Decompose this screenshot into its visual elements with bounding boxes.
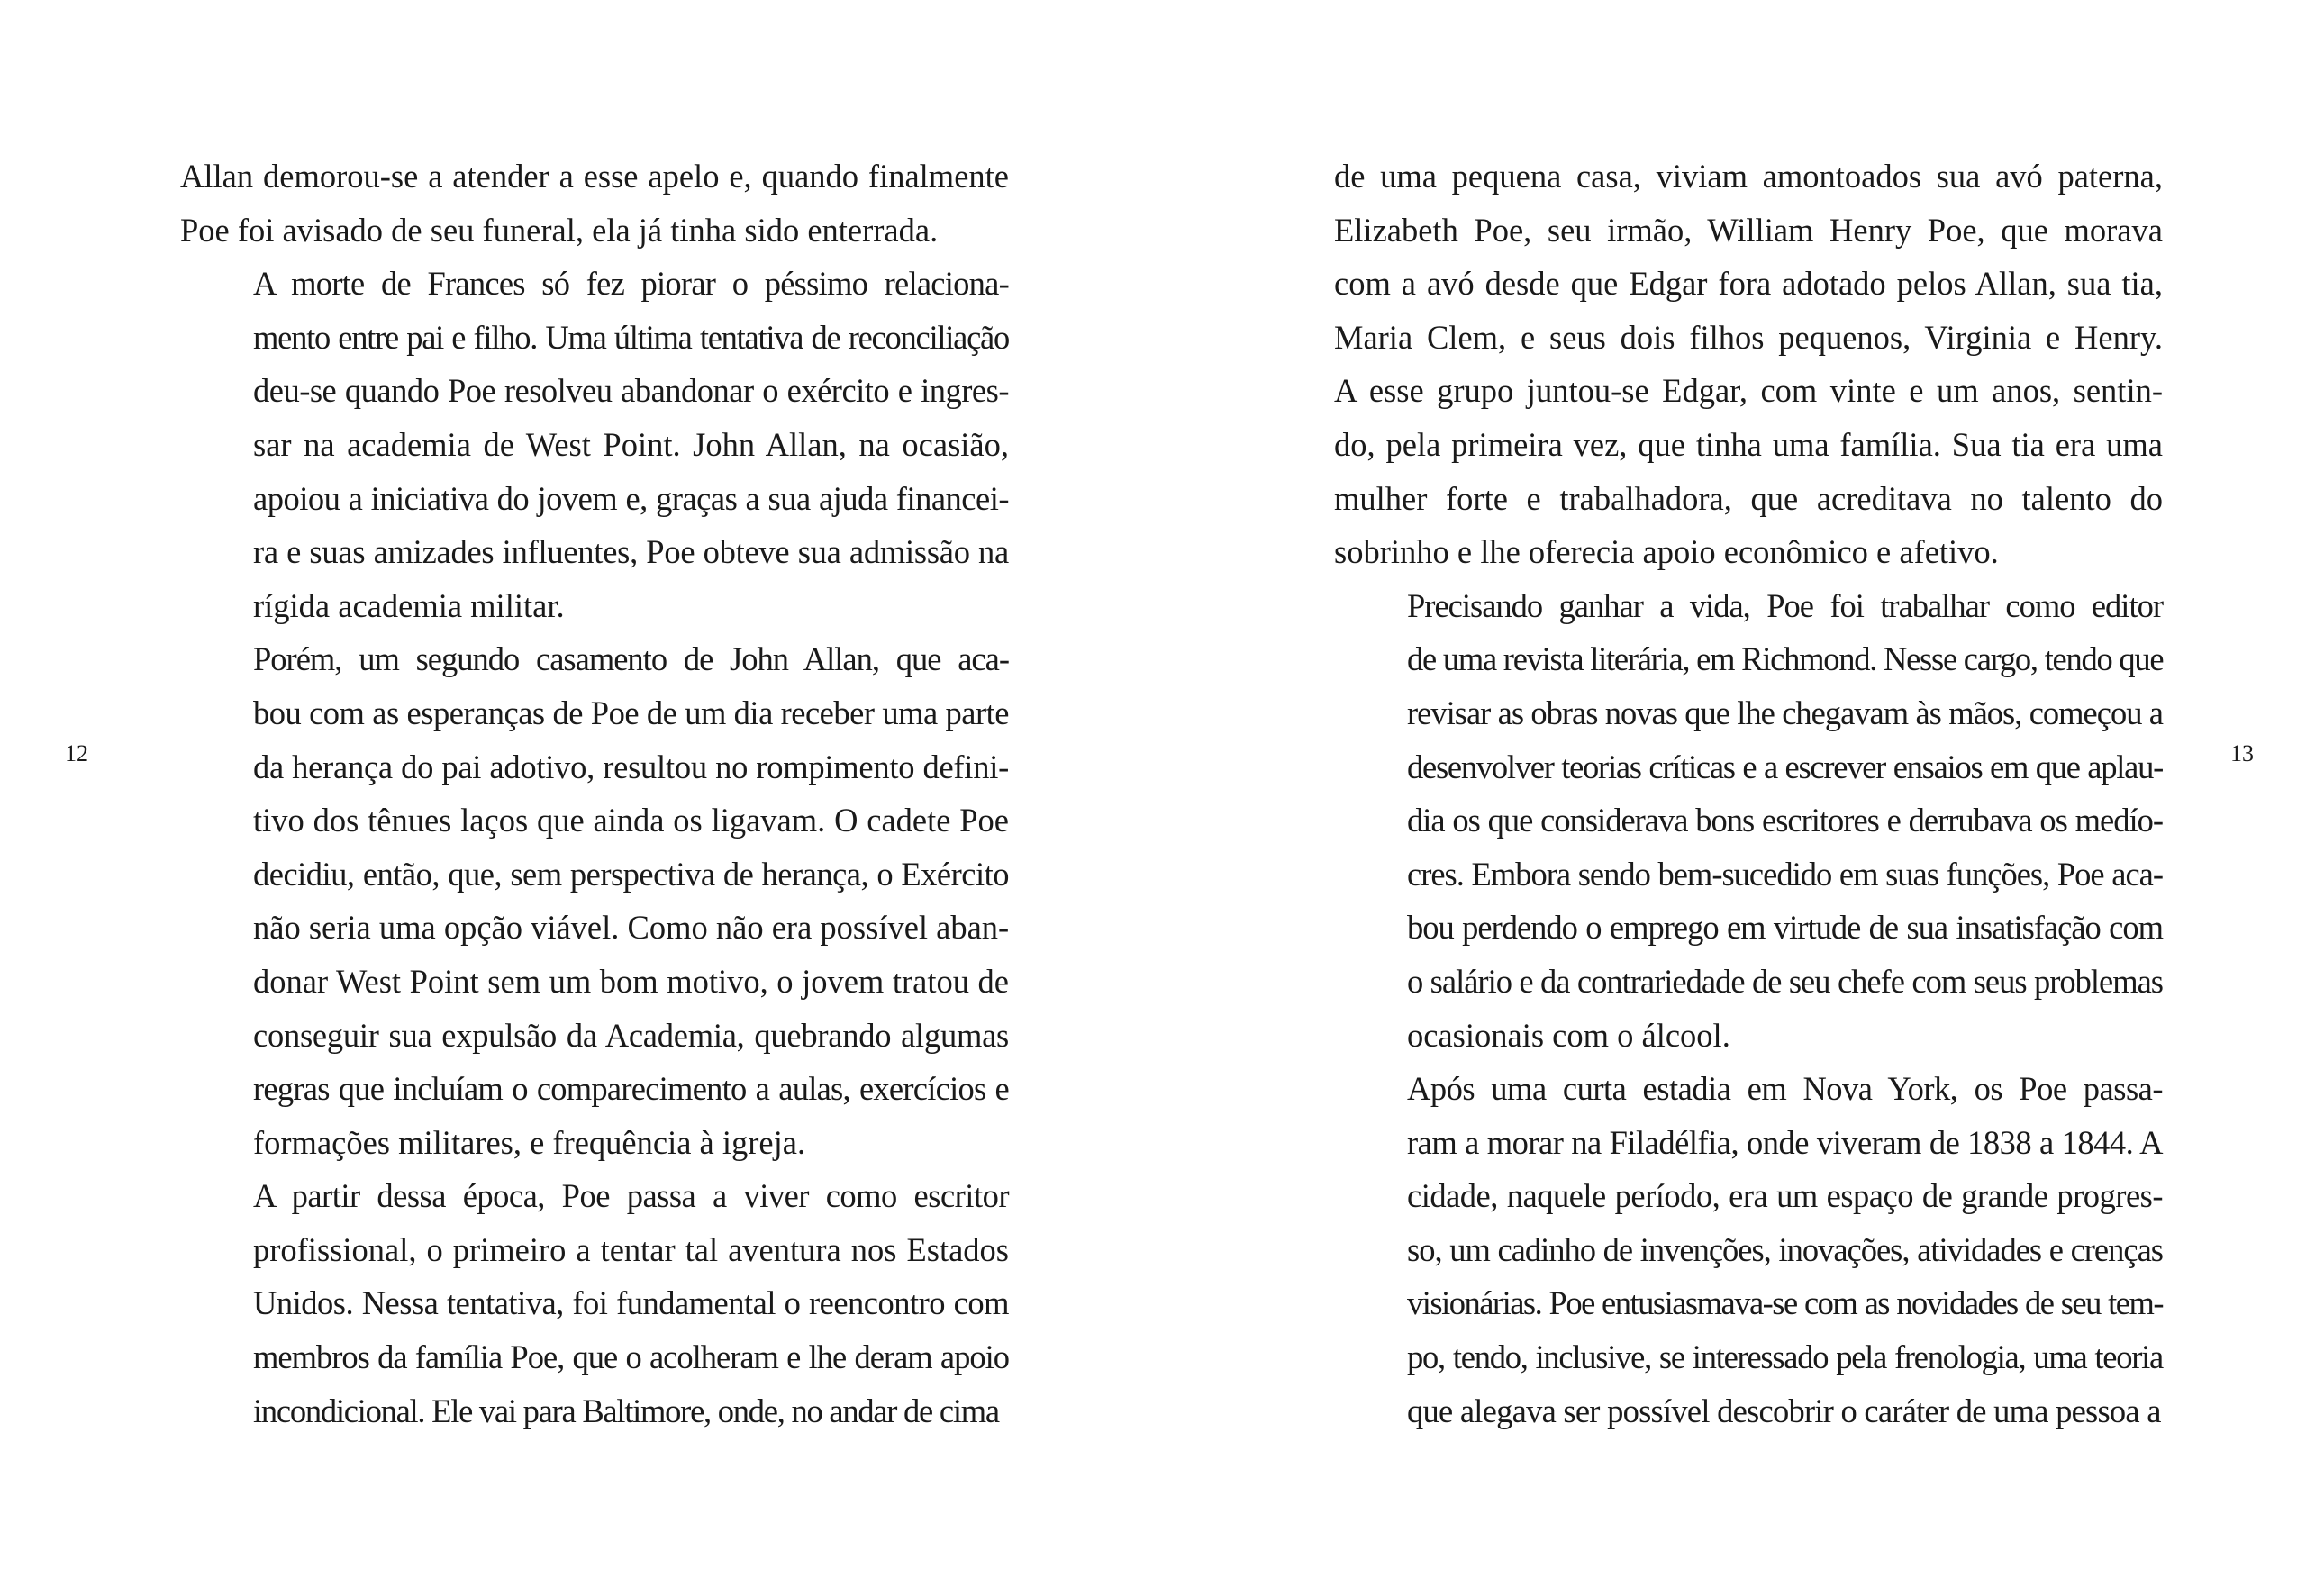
- right-page-text: [1334, 150, 2163, 1437]
- text-line: Elizabeth Poe, seu irmão, William Henry Poe, que morava: [1334, 211, 2163, 249]
- left-page-number: 12: [65, 740, 88, 766]
- paragraph: [180, 1169, 1009, 1437]
- text-line: cidade, naquele período, era um espaço de grande progres-: [1407, 1177, 2163, 1215]
- text-line: deu-se quando Poe resolveu abandonar o exército e ingres-: [253, 372, 1009, 410]
- text-line: A partir dessa época, Poe passa a viver como escritor: [253, 1177, 1009, 1215]
- paragraph: [180, 632, 1009, 1169]
- text-line: bou perdendo o emprego em virtude de sua insatisfação com: [1407, 909, 2163, 947]
- text-line: rígida academia militar.: [253, 586, 565, 624]
- text-line: mento entre pai e filho. Uma última tentativa de reconciliação: [253, 318, 1009, 356]
- text-line: A esse grupo juntou-se Edgar, com vinte e um anos, sentin-: [1334, 372, 2163, 410]
- text-line: da herança do pai adotivo, resultou no rompimento defini-: [253, 748, 1009, 785]
- text-line: sobrinho e lhe oferecia apoio econômico e afetivo.: [1334, 533, 1999, 571]
- text-line: apoiou a iniciativa do jovem e, graças a sua ajuda financei-: [253, 479, 1009, 517]
- text-line: so, um cadinho de invenções, inovações, atividades e crenças: [1407, 1230, 2163, 1268]
- text-line: Maria Clem, e seus dois filhos pequenos, Virginia e Henry.: [1334, 318, 2163, 356]
- text-line: regras que incluíam o comparecimento a aulas, exercícios e: [253, 1070, 1009, 1108]
- text-line: bou com as esperanças de Poe de um dia receber uma parte: [253, 694, 1009, 731]
- text-line: decidiu, então, que, sem perspectiva de herança, o Exército: [253, 855, 1009, 893]
- text-line: desenvolver teorias críticas e a escrever ensaios em que aplau-: [1407, 748, 2163, 785]
- text-line: que alegava ser possível descobrir o caráter de uma pessoa a: [1407, 1392, 2161, 1429]
- text-line: sar na academia de West Point. John Allan, na ocasião,: [253, 425, 1009, 463]
- text-line: incondicional. Ele vai para Baltimore, onde, no andar de cima: [253, 1392, 999, 1429]
- text-line: A morte de Frances só fez piorar o péssimo relaciona-: [253, 265, 1009, 303]
- right-page-number: 13: [2230, 740, 2254, 766]
- text-line: o salário e da contrariedade de seu chefe com seus problemas: [1407, 962, 2163, 1000]
- paragraph: [180, 150, 1009, 257]
- text-line: de uma pequena casa, viviam amontoados sua avó paterna,: [1334, 158, 2163, 195]
- left-page-text: [180, 150, 1009, 1437]
- paragraph: [1334, 579, 2163, 1062]
- text-line: Allan demorou-se a atender a esse apelo e, quando finalmente: [180, 158, 1009, 195]
- text-line: do, pela primeira vez, que tinha uma família. Sua tia era uma: [1334, 425, 2163, 463]
- text-line: revisar as obras novas que lhe chegavam às mãos, começou a: [1407, 694, 2163, 731]
- text-line: Porém, um segundo casamento de John Allan, que aca-: [253, 640, 1009, 678]
- text-line: não seria uma opção viável. Como não era possível aban-: [253, 909, 1010, 947]
- text-line: Unidos. Nessa tentativa, foi fundamental o reencontro com: [253, 1284, 1009, 1322]
- text-line: donar West Point sem um bom motivo, o jovem tratou de: [253, 962, 1009, 1000]
- text-line: profissional, o primeiro a tentar tal aventura nos Estados: [253, 1230, 1009, 1268]
- text-line: conseguir sua expulsão da Academia, quebrando algumas: [253, 1016, 1009, 1054]
- text-line: mulher forte e trabalhadora, que acreditava no talento do: [1334, 479, 2163, 517]
- text-line: formações militares, e frequência à igreja.: [253, 1123, 806, 1161]
- text-line: ram a morar na Filadélfia, onde viveram de 1838 a 1844. A: [1407, 1123, 2163, 1161]
- text-line: ocasionais com o álcool.: [1407, 1016, 1730, 1054]
- paragraph: [1334, 150, 2163, 579]
- text-line: po, tendo, inclusive, se interessado pela frenologia, uma teoria: [1407, 1338, 2163, 1376]
- text-line: cres. Embora sendo bem-sucedido em suas funções, Poe aca-: [1407, 855, 2163, 893]
- text-line: tivo dos tênues laços que ainda os ligavam. O cadete Poe: [253, 802, 1009, 839]
- paragraph: [180, 257, 1009, 632]
- text-line: ra e suas amizades influentes, Poe obteve sua admissão na: [253, 533, 1009, 571]
- text-line: visionárias. Poe entusiasmava-se com as novidades de seu tem-: [1407, 1284, 2163, 1322]
- text-line: com a avó desde que Edgar fora adotado pelos Allan, sua tia,: [1334, 265, 2163, 303]
- right-page: [1153, 0, 2306, 1596]
- paragraph: [1334, 1062, 2163, 1437]
- text-line: Precisando ganhar a vida, Poe foi trabalhar como editor: [1407, 586, 2163, 624]
- text-line: de uma revista literária, em Richmond. Nesse cargo, tendo que: [1407, 640, 2164, 678]
- text-line: Após uma curta estadia em Nova York, os Poe passa-: [1407, 1070, 2163, 1108]
- text-line: Poe foi avisado de seu funeral, ela já tinha sido enterrada.: [180, 211, 939, 249]
- text-line: dia os que considerava bons escritores e derrubava os medío-: [1407, 802, 2163, 839]
- text-line: membros da família Poe, que o acolheram e lhe deram apoio: [253, 1338, 1009, 1376]
